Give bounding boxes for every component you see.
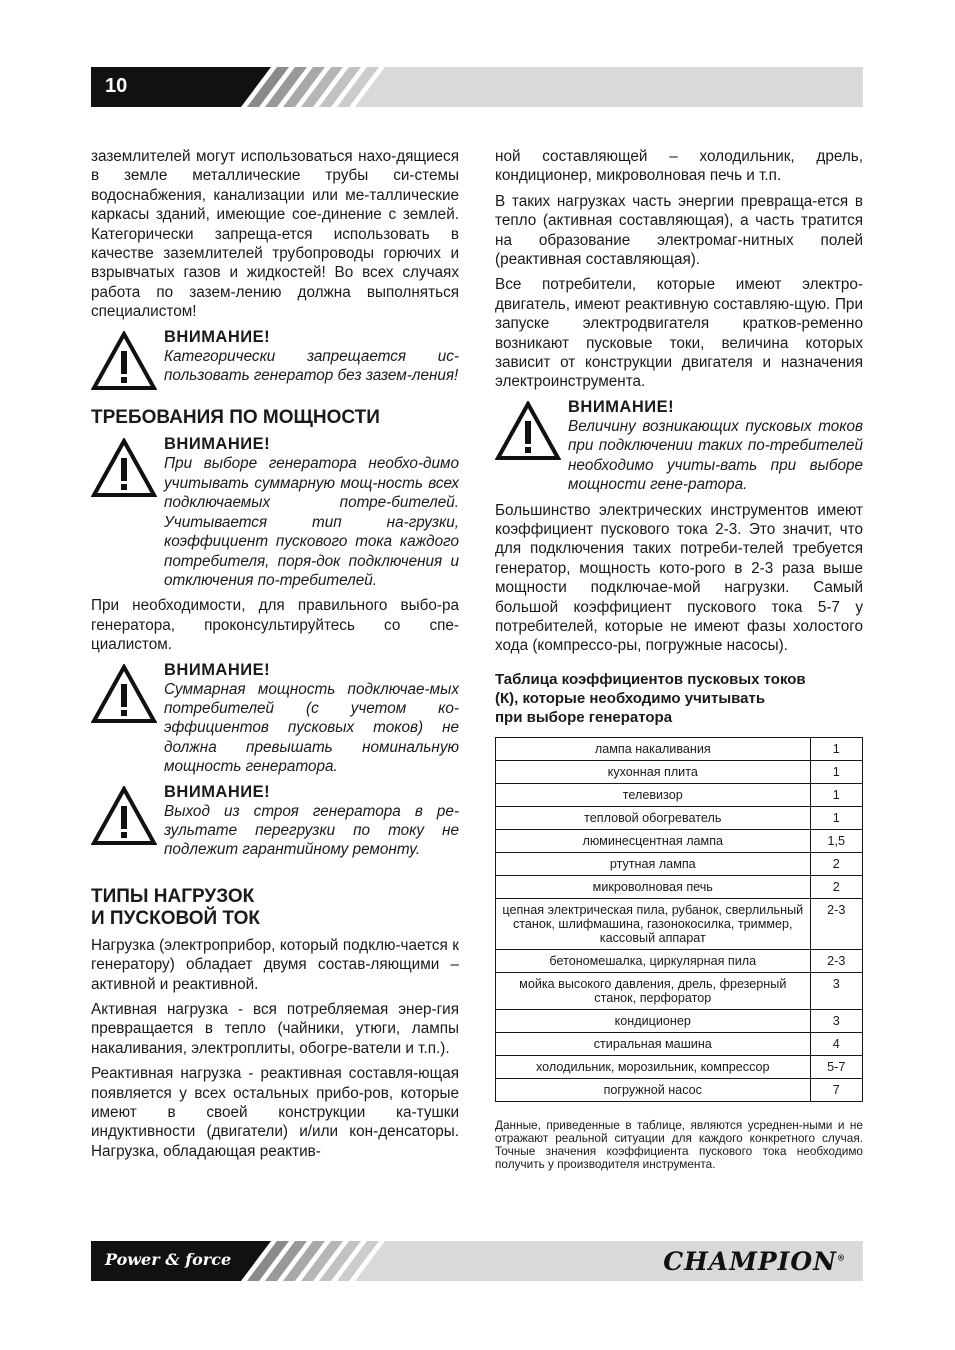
left-column bbox=[91, 147, 459, 1167]
consumer-name: лампа накаливания bbox=[496, 737, 811, 760]
warning-title: ВНИМАНИЕ! bbox=[164, 327, 271, 346]
table-row bbox=[496, 898, 863, 949]
consumer-name: телевизор bbox=[496, 783, 811, 806]
table-title bbox=[495, 670, 863, 727]
coefficient: 1 bbox=[810, 783, 862, 806]
consumer-name: люминесцентная лампа bbox=[496, 829, 811, 852]
consumer-name: кухонная плита bbox=[496, 760, 811, 783]
section-heading-power: ТРЕБОВАНИЯ ПО МОЩНОСТИ bbox=[91, 407, 380, 429]
warning-block bbox=[91, 661, 459, 777]
brand-name: CHAMPION bbox=[663, 1247, 837, 1276]
coefficient: 2-3 bbox=[810, 898, 862, 949]
warning-text: Величину возникающих пусковых токов при подключении таких по-требителей необходимо учиты-вать при выборе мощности гене-ратора. bbox=[568, 417, 863, 494]
paragraph: Нагрузка (электроприбор, который подклю-чается к генератору) обладает двумя состав-ляющими – активной и реактивной. bbox=[91, 936, 459, 993]
coefficient: 3 bbox=[810, 972, 862, 1009]
slogan: Power & force bbox=[105, 1250, 232, 1269]
coefficient: 2 bbox=[810, 852, 862, 875]
paragraph: Все потребители, которые имеют электро-двигатель, имеют реактивную составляю-щую. При запуске электродвигателя кратков-ременно возникают пусковые токи, величина которых зависит от конструкции двигателя и назначения электроинструмента. bbox=[495, 276, 863, 391]
consumer-name: холодильник, морозильник, компрессор bbox=[496, 1055, 811, 1078]
table-row bbox=[496, 760, 863, 783]
coefficient: 2 bbox=[810, 875, 862, 898]
paragraph: Реактивная нагрузка - реактивная составля-ющая появляется у всех остальных прибо-ров, которые имеют в своей конструкции ка-тушки индуктивности (двигатели) и/или кон-денсаторы. Нагрузка, обладающая реактив- bbox=[91, 1065, 459, 1160]
consumer-name: цепная электрическая пила, рубанок, сверлильный станок, шлифмашина, газонокосилка, триммер, кассовый аппарат bbox=[496, 898, 811, 949]
paragraph: заземлителей могут использоваться нахо-дящиеся в земле металлические трубы си-стемы водоснабжения, канализации или ме-таллические каркасы зданий, имеющие сое-динение с землей. Категорически запреща-ется использовать в качестве заземлителей трубопроводы горючих и взрывчатых газов и жидкостей! Во всех случаях работа по зазем-лению должна выполняться специалистом! bbox=[91, 148, 459, 321]
coefficient: 1 bbox=[810, 806, 862, 829]
coefficient: 5-7 bbox=[810, 1055, 862, 1078]
table-row bbox=[496, 783, 863, 806]
table-row bbox=[496, 949, 863, 972]
table-row bbox=[496, 972, 863, 1009]
page-header bbox=[91, 67, 863, 107]
warning-text: Суммарная мощность подключае-мых потребителей (с учетом ко-эффициентов пусковых токов) не должна превышать номинальную мощность генератора. bbox=[164, 680, 459, 776]
section-heading-loads-line2: И ПУСКОВОЙ ТОК bbox=[91, 907, 260, 929]
warning-title: ВНИМАНИЕ! bbox=[164, 782, 271, 801]
consumer-name: бетономешалка, циркулярная пила bbox=[496, 949, 811, 972]
table-title-line2: (К), которые необходимо учитывать bbox=[495, 689, 766, 707]
consumer-name: погружной насос bbox=[496, 1078, 811, 1101]
warning-triangle-icon bbox=[91, 331, 157, 391]
table-title-line3: при выборе генератора bbox=[495, 708, 673, 726]
paragraph: ной составляющей – холодильник, дрель, кондиционер, микроволновая печь и т.п. bbox=[495, 148, 863, 185]
table-row bbox=[496, 875, 863, 898]
table-footnote: Данные, приведенные в таблице, являются усреднен-ными и не отражают реальной ситуации для каждого конкретного случая. Точные значения коэффициента пускового тока необходимо получить у производителя инструмента. bbox=[495, 1117, 863, 1172]
table-row bbox=[496, 737, 863, 760]
coefficient: 1,5 bbox=[810, 829, 862, 852]
warning-block bbox=[495, 398, 863, 495]
consumer-name: стиральная машина bbox=[496, 1032, 811, 1055]
warning-block bbox=[91, 435, 459, 590]
section-heading-loads bbox=[91, 886, 459, 930]
paragraph: Активная нагрузка - вся потребляемая энер-гия превращается в тепло (чайники, утюги, лампы накаливания, электроплиты, обогре-ватели и т.п.). bbox=[91, 1001, 459, 1057]
consumer-name: мойка высокого давления, дрель, фрезерный станок, перфоратор bbox=[496, 972, 811, 1009]
warning-block bbox=[91, 328, 459, 386]
table-row bbox=[496, 806, 863, 829]
registered-mark: ® bbox=[837, 1252, 845, 1263]
coefficient: 1 bbox=[810, 760, 862, 783]
paragraph: Большинство электрических инструментов имеют коэффициент пускового тока 2-3. Это значит, что для подключения таких потреби-телей требуется генератор, мощность кото-рого в 2-3 раза выше мощности подключае-мой нагрузки. Самый большой коэффициент пускового тока 5-7 у потребителей, которые не имеют фазы холостого хода (компрессо-ры, погружные насосы). bbox=[495, 501, 863, 655]
coefficient: 7 bbox=[810, 1078, 862, 1101]
warning-text: Выход из строя генератора в ре-зультате перегрузки по току не подлежит гарантийному ремонту. bbox=[164, 802, 459, 859]
coefficient: 2-3 bbox=[810, 949, 862, 972]
coefficient: 4 bbox=[810, 1032, 862, 1055]
warning-title: ВНИМАНИЕ! bbox=[164, 435, 271, 454]
warning-triangle-icon bbox=[495, 401, 561, 461]
warning-triangle-icon bbox=[91, 438, 157, 498]
table-row bbox=[496, 829, 863, 852]
consumer-name: тепловой обогреватель bbox=[496, 806, 811, 829]
table-row bbox=[496, 1055, 863, 1078]
warning-title: ВНИМАНИЕ! bbox=[568, 397, 675, 416]
table-row bbox=[496, 852, 863, 875]
warning-title: ВНИМАНИЕ! bbox=[164, 660, 271, 679]
warning-triangle-icon bbox=[91, 786, 157, 846]
page-footer bbox=[91, 1241, 863, 1281]
brand-logo bbox=[663, 1247, 845, 1276]
warning-block bbox=[91, 783, 459, 860]
consumer-name: кондиционер bbox=[496, 1009, 811, 1032]
page-number: 10 bbox=[105, 75, 128, 97]
section-heading-loads-line1: ТИПЫ НАГРУЗОК bbox=[91, 885, 255, 907]
warning-triangle-icon bbox=[91, 664, 157, 724]
coefficient: 3 bbox=[810, 1009, 862, 1032]
consumer-name: ртутная лампа bbox=[496, 852, 811, 875]
table-row bbox=[496, 1032, 863, 1055]
paragraph: При необходимости, для правильного выбо-ра генератора, проконсультируйтесь со спе-циалистом. bbox=[91, 597, 459, 654]
table-title-line1: Таблица коэффициентов пусковых токов bbox=[495, 670, 806, 688]
table-row bbox=[496, 1009, 863, 1032]
header-stripe-graphic bbox=[91, 67, 863, 107]
warning-text: Категорически запрещается ис-пользовать генератор без зазем-ления! bbox=[164, 347, 459, 385]
consumer-name: микроволновая печь bbox=[496, 875, 811, 898]
right-column bbox=[495, 147, 863, 1172]
starting-current-table bbox=[495, 737, 863, 1102]
table-row bbox=[496, 1078, 863, 1101]
warning-text: При выборе генератора необхо-димо учитывать суммарную мощ-ность всех подключаемых потре-бителей. Учитывается тип на-грузки, коэффициент пускового тока каждого потребителя, поря-док подключения и отключения по-требителей. bbox=[164, 455, 459, 589]
paragraph: В таких нагрузках часть энергии превраща-ется в тепло (активная составляющая), а часть тратится на образование электромаг-нитных полей (реактивная составляющая). bbox=[495, 192, 863, 269]
coefficient: 1 bbox=[810, 737, 862, 760]
